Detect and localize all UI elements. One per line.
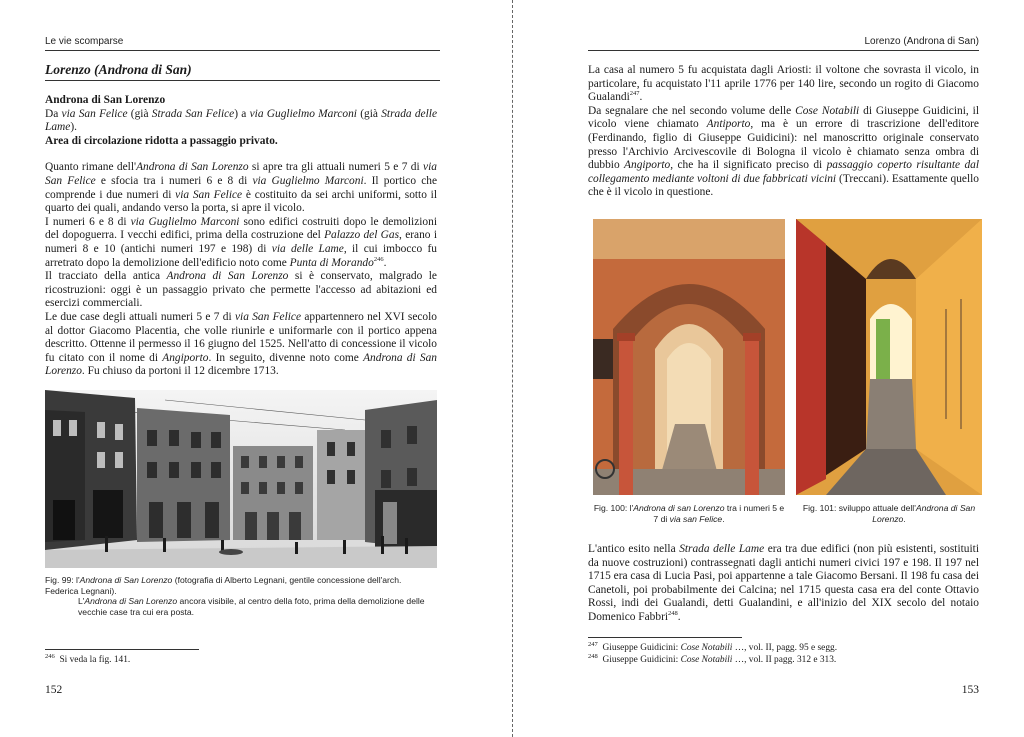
footnote-rule [588,637,742,638]
footnotes-left [45,654,437,666]
left-body-text [45,94,437,379]
paragraph: La casa al numero 5 fu acquistata dagli Ariosti: il voltone che sovrasta il vicolo, in particolare, fu acquistato l'11 aprile 1776 per 140 lire, secondo un rogito di Giacomo Gualandi$^{247}$. [588,64,979,104]
chapter-title: Lorenzo (Androna di San) [45,62,192,77]
footnote-ref[interactable]: 246 [373,255,384,263]
page-number-left: 152 [45,684,63,696]
figure-100-caption: Fig. 100: l'Androna di san Lorenzo tra i numeri 5 e 7 di via san Felice. [593,503,785,524]
title-rule [45,80,440,81]
header-rule [588,50,979,51]
route-line: Da via San Felice (già Strada San Felice) a via Guglielmo Marconi (già Strada delle Lame). [45,107,437,134]
figure-99-caption: Fig. 99: l'Androna di San Lorenzo (fotografia di Alberto Legnani, gentile concessione dell'arch. Federica Legnani). L'Androna di San Lorenzo ancora visibile, al centro della foto, prima della demolizione delle vecchie case tra cui era posta. [45,575,425,617]
running-head-right: Lorenzo (Androna di San) [864,36,979,47]
figure-100-photo [593,219,785,495]
paragraph: Il tracciato della antica Androna di San Lorenzo si è conservato, malgrado le ricostruzioni: oggi è un passaggio privato che permette l'accesso ad abitazioni ed esercizi commerciali. [45,270,437,310]
figure-101-photo [796,219,982,495]
right-page [513,0,1024,737]
paragraph: I numeri 6 e 8 di via Guglielmo Marconi sono edifici costruiti dopo le demolizioni del dopoguerra. I vecchi edifici, prima della costruzione del Palazzo del Gas, erano i numeri 8 e 10 (antichi numeri 197 e 198) di via delle Lame, il cui imbocco fu arretrato dopo la demolizione dell'edificio noto come Punta di Morando$^{246}$. [45,215,437,269]
footnote-ref[interactable]: 247 [629,90,640,98]
status-line: Area di circolazione ridotta a passaggio privato. [45,134,278,147]
section-heading: Androna di San Lorenzo [45,94,166,106]
paragraph: Le due case degli attuali numeri 5 e 7 di via San Felice appartennero nel XVI secolo al dottor Giacomo Placentia, che volle riunirle e uniformarle con il portico appena descritto. Ottenne il permesso il 16 giugno del 1525. Nell'atto di concessione il vicolo fu citato con il nome di Angiporto. In seguito, divenne noto come Androna di San Lorenzo. Fu chiuso da portoni il 12 dicembre 1713. [45,310,437,378]
right-body-text [588,64,979,200]
figure-99-photo [45,390,437,568]
right-body-text-2 [588,543,979,625]
footnote: $^{248}$ Giuseppe Guidicini: Cose Notabili …, vol. II pagg. 312 e 313. [588,652,837,665]
page-number-right: 153 [961,684,979,696]
running-head-left: Le vie scomparse [45,36,124,47]
paragraph: Quanto rimane dell'Androna di San Lorenzo si apre tra gli attuali numeri 5 e 7 di via San Felice e sfocia tra i numeri 6 e 8 di via Guglielmo Marconi. Il portico che comprende i due numeri di via San Felice è costituito da sei archi uniformi, sotto il quarto dei quali, andando verso la porta, si apre il vicolo. [45,161,438,215]
footnote-ref[interactable]: 248 [668,610,678,618]
footnote-rule [45,649,199,650]
footnotes-right [588,642,979,666]
footnote: $^{246}$ Si veda la fig. 141. [45,652,131,665]
header-rule [45,50,440,51]
paragraph: L'antico esito nella Strada delle Lame era tra due edifici (non più esistenti, sostituiti da nuove costruzioni) contrassegnati dagli antichi numeri civici 197 e 198. Il 197 nel 1715 era casa di Lucia Pasi, poi appartenne a tale Giacomo Bersani. Il 198 fu casa dei Canetoli, poi probabilmente dei Calcina; nel 1715 questa casa era del conte Ottavio Rossi, indi dei Gualandi, detti Gualandini, e all'inizio del XIX secolo del notaio Domenico Fabbri$^{248}$. [588,543,979,623]
footnote: $^{247}$ Giuseppe Guidicini: Cose Notabili …, vol. II, pagg. 95 e segg. [588,640,838,653]
figure-101-caption: Fig. 101: sviluppo attuale dell'Androna di San Lorenzo. [802,503,976,524]
paragraph: Da segnalare che nel secondo volume delle Cose Notabili di Giuseppe Guidicini, il vicolo viene chiamato Antiporto, ma è un errore di trascrizione dell'editore (Ferdinando, figlio di Giuseppe Guidicini): nel manoscritto originale conservato presso l'Archivio Arcivescovile di Bologna il vicolo è chiamato senza ombra di dubbio Angiporto, che ha il significato preciso di passaggio coperto risultante dal collegamento mediante voltoni di due fabbricati vicini (Treccani). Esattamente quello che è il vicolo in questione. [588,104,979,199]
